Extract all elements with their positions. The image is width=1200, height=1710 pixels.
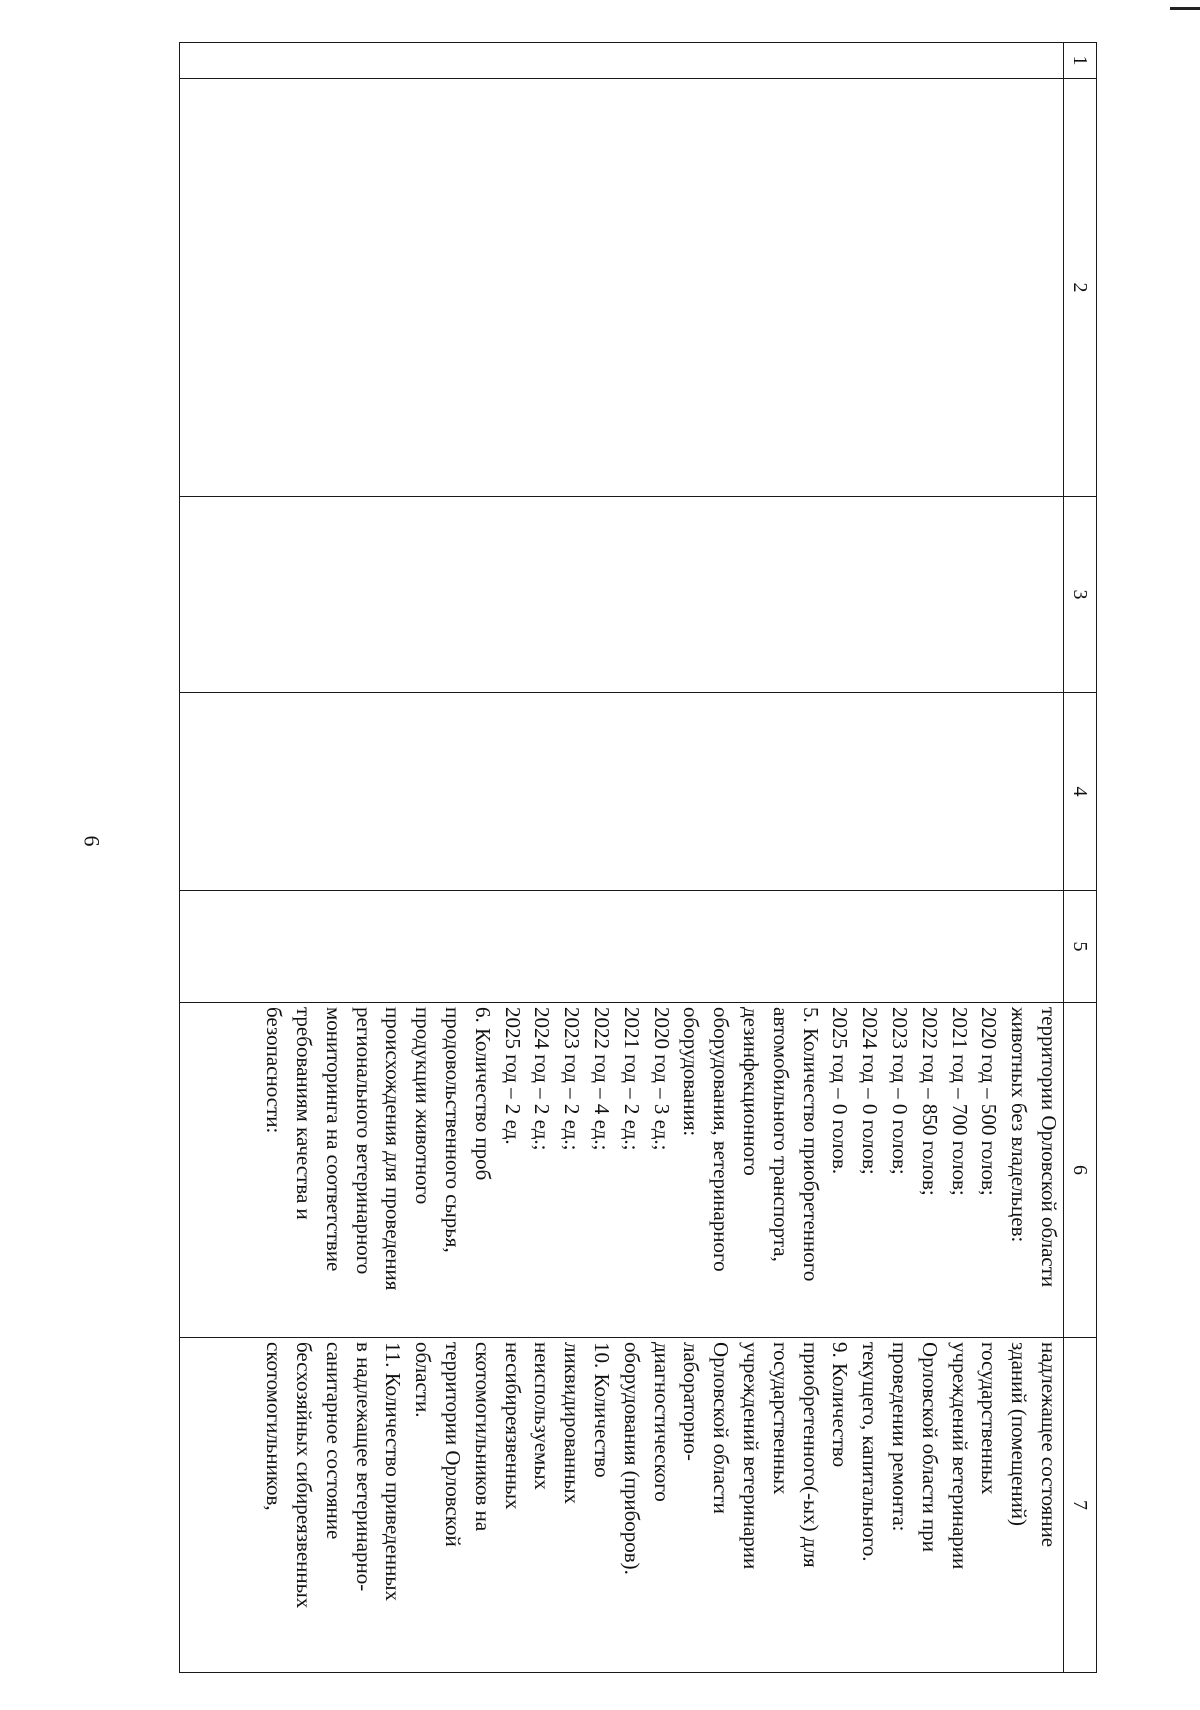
cell-col-6 [180,1003,1064,1338]
text-line: безопасности: [262,1007,287,1134]
text-line: 5. Количество приобретенного [798,1007,823,1282]
page-number: 6 [79,835,105,847]
cell-col-1 [180,43,1064,79]
text-line: территории Орловской области [1037,1007,1061,1288]
text-line: 2021 год – 700 голов; [947,1007,972,1196]
cell-col-3 [180,497,1064,693]
text-line: 2022 год – 4 ед.; [590,1007,615,1151]
text-line: мониторинга на соответствие [321,1007,346,1272]
text-line: диагностического [649,1342,674,1502]
text-line: дезинфекционного [739,1007,764,1176]
text-line: зданий (помещений) [1007,1342,1032,1527]
header-col-2: 2 [1064,79,1097,497]
text-line: скотомогильников, [262,1342,287,1511]
text-line: государственных [768,1342,793,1495]
results-list [258,1342,1063,1668]
text-line: неиспользуемых [530,1342,555,1490]
text-line: приобретенного(-ых) для [798,1342,823,1568]
text-line: 2024 год – 2 ед.; [530,1007,555,1151]
text-line: 2023 год – 0 голов; [888,1007,913,1175]
text-line: продукции животного [411,1007,436,1205]
text-line: 2025 год – 2 ед. [500,1007,525,1145]
text-line: 11. Количество приведенных [381,1342,406,1601]
cell-col-2 [180,79,1064,497]
text-line: 2024 год – 0 голов; [858,1007,883,1175]
program-indicators-table [179,42,1097,1673]
corner-mark [1170,7,1200,10]
text-line: происхождения для проведения [381,1007,406,1291]
text-line: автомобильного транспорта, [768,1007,793,1262]
text-line: 2025 год – 0 голов. [828,1007,853,1175]
table-row [180,43,1064,1673]
text-line: оборудования: [679,1007,704,1137]
header-col-4: 4 [1064,693,1097,891]
text-line: регионального ветеринарного [351,1007,376,1275]
header-col-7: 7 [1064,1338,1097,1673]
text-line: 2020 год – 3 ед.; [649,1007,674,1151]
text-line: учреждений ветеринарии [947,1342,972,1570]
text-line: 2020 год – 500 голов; [977,1007,1002,1196]
text-line: продовольственного сырья, [441,1007,466,1253]
cell-col-5 [180,891,1064,1003]
cell-col-4 [180,693,1064,891]
text-line: оборудования (приборов). [619,1342,644,1575]
text-line: государственных [977,1342,1002,1495]
header-row [1064,43,1097,1673]
header-col-1: 1 [1064,43,1097,79]
text-line: в надлежащее ветеринарно- [351,1342,376,1592]
text-line: животных без владельцев: [1007,1007,1032,1243]
text-line: Орловской области при [917,1342,942,1553]
text-line: требованиям качества и [292,1007,317,1220]
header-col-6: 6 [1064,1003,1097,1338]
header-col-3: 3 [1064,497,1097,693]
text-line: Орловской области [709,1342,734,1514]
text-line: 10. Количество [590,1342,615,1478]
text-line: территории Орловской [441,1342,466,1547]
text-line: 6. Количество проб [470,1007,495,1181]
text-line: учреждений ветеринарии [739,1342,764,1570]
text-line: проведении ремонта: [888,1342,913,1532]
text-line: несибиреязвенных [500,1342,525,1510]
text-line: 2022 год – 850 голов; [917,1007,942,1196]
text-line: бесхозяйных сибиреязвенных [292,1342,317,1609]
text-line: текущего, капитального. [858,1342,883,1562]
text-line: надлежащее состояние [1037,1342,1061,1548]
text-line: области. [411,1342,436,1418]
text-line: ликвидированных [560,1342,585,1505]
indicators-list [258,1007,1063,1333]
text-line: скотомогильников на [470,1342,495,1532]
cell-col-7 [180,1338,1064,1673]
text-line: 2021 год – 2 ед.; [619,1007,644,1151]
text-line: 9. Количество [828,1342,853,1468]
text-line: оборудования, ветеринарного [709,1007,734,1272]
header-col-5: 5 [1064,891,1097,1003]
text-line: лабораторно- [679,1342,704,1461]
table-container [179,42,1097,1672]
text-line: санитарное состояние [321,1342,346,1540]
text-line: 2023 год – 2 ед.; [560,1007,585,1151]
